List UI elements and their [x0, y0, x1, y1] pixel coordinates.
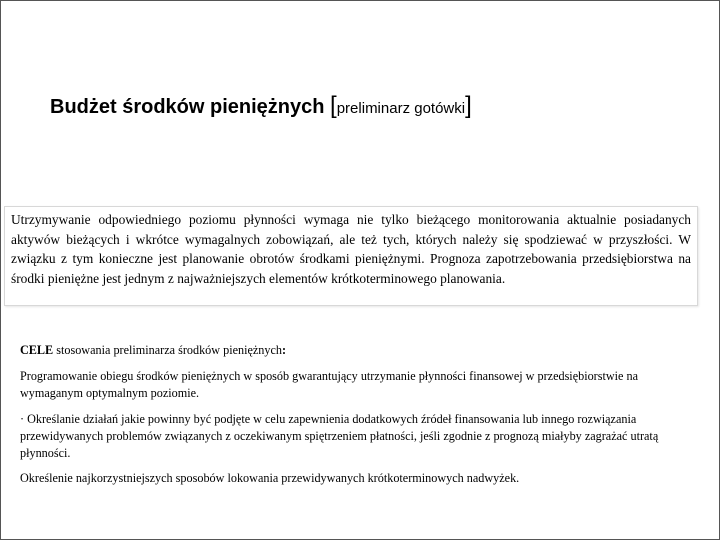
goals-heading: [14, 342, 704, 359]
slide-title: [50, 92, 690, 120]
intro-paragraph: Utrzymywanie odpowiedniego poziomu płynności wymaga nie tylko bieżącego monitorowania aktualnie posiadanych aktywów bieżących i wkrótce wymagalnych zobowiązań, ale też tych, których należy się spodziewać w przyszłości. W związku z tym konieczne jest planowanie obrotów środkami pieniężnymi. Prognoza zapotrzebowania przedsiębiorstwa na środki pieniężne jest jednym z najważniejszych elementów krótkoterminowego planowania.: [11, 212, 691, 286]
goals-section: [14, 342, 704, 492]
goal-item: · Określanie działań jakie powinny być podjęte w celu zapewnienia dodatkowych źródeł finansowania lub innego rozwiązania przewidywanych problemów związanych z oczekiwanym spiętrzeniem płatności, jeśli zgodnie z prognozą miałyby zagrażać utratą płynności.: [20, 412, 659, 460]
goals-heading-rest: stosowania preliminarza środków pieniężnych: [53, 343, 282, 357]
goal-item: Określenie najkorzystniejszych sposobów lokowania przewidywanych krótkoterminowych nadwyżek.: [20, 471, 520, 485]
title-main: Budżet środków pieniężnych: [50, 96, 331, 118]
goals-heading-bold: CELE: [20, 343, 54, 357]
title-open-bracket: [: [330, 92, 337, 119]
title-subtitle: preliminarz gotówki: [336, 100, 466, 117]
goals-heading-colon: :: [282, 343, 287, 357]
intro-text-box: [4, 206, 698, 306]
title-close-bracket: ]: [465, 92, 472, 119]
goal-item: Programowanie obiegu środków pieniężnych w sposób gwarantujący utrzymanie płynności finansowej w przedsiębiorstwie na wymaganym optymalnym poziomie.: [20, 369, 639, 400]
